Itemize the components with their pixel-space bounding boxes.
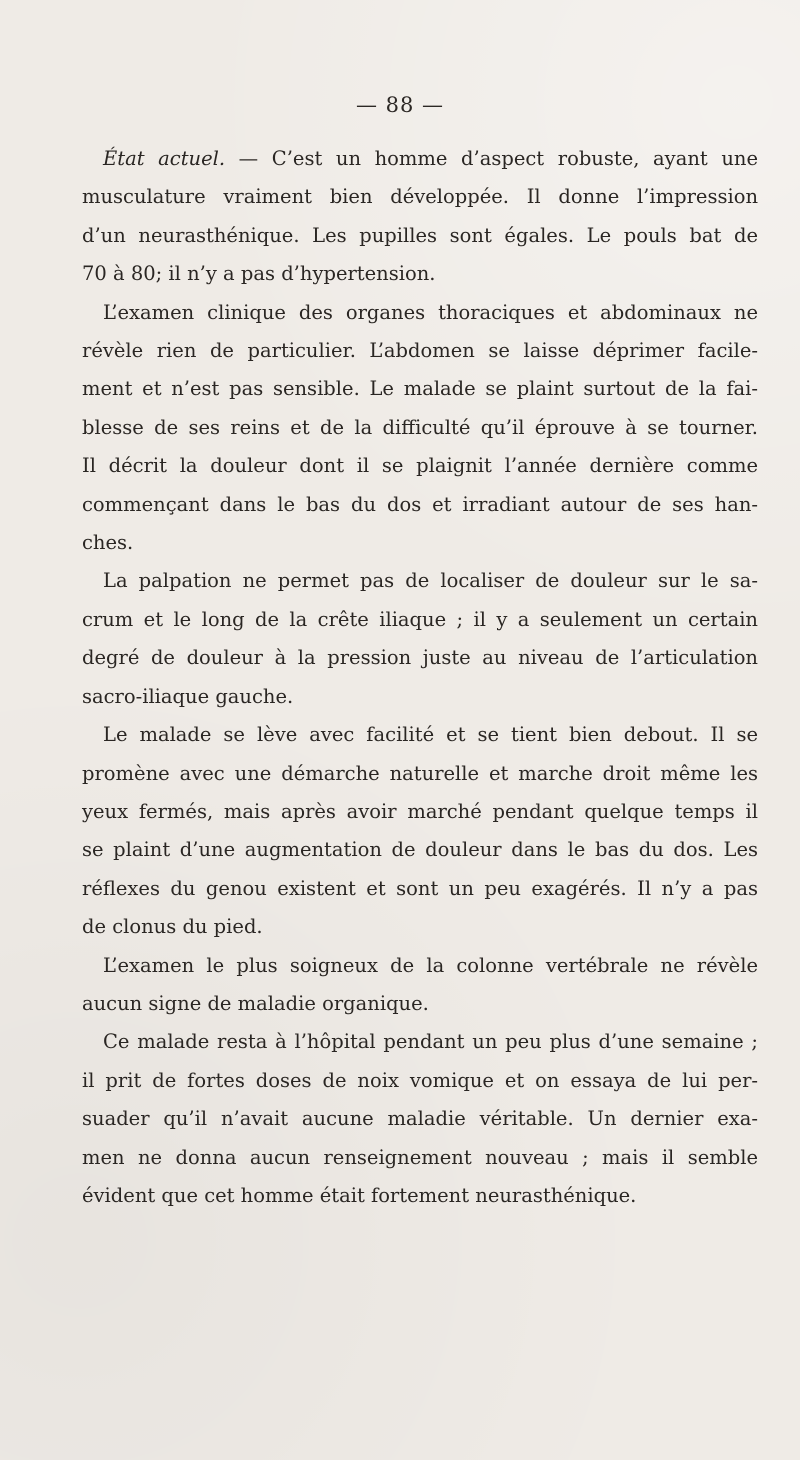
text-line: de clonus du pied. — [82, 915, 263, 939]
text-line: 70 à 80; il n’y a pas d’hypertension. — [82, 262, 436, 286]
paragraph-2 — [82, 294, 758, 563]
text-line: il prit de fortes doses de noix vomique et on essaya de lui per- — [82, 1068, 758, 1092]
text-line: blesse de ses reins et de la difficulté qu’il éprouve à se tourner. — [82, 415, 758, 439]
text-line: ches. — [82, 531, 134, 555]
text-line: Il décrit la douleur dont il se plaignit l’année dernière comme — [82, 454, 758, 478]
text-line: ment et n’est pas sensible. Le malade se plaint surtout de la fai- — [82, 377, 758, 401]
text-line: L’examen le plus soigneux de la colonne vertébrale ne révèle — [103, 953, 758, 977]
text-line: yeux fermés, mais après avoir marché pendant quelque temps il — [82, 799, 758, 823]
text-line: promène avec une démarche naturelle et marche droit même les — [82, 761, 758, 785]
text-line: suader qu’il n’avait aucune maladie véritable. Un dernier exa- — [82, 1107, 758, 1131]
paragraph-5 — [82, 947, 758, 1024]
text-line — [82, 140, 758, 178]
section-heading: État actuel. — [103, 147, 226, 170]
text-line: L’examen clinique des organes thoraciques et abdominaux ne — [103, 300, 758, 324]
text-line: La palpation ne permet pas de localiser de douleur sur le sa- — [103, 569, 758, 593]
paragraph-6 — [82, 1023, 758, 1215]
text-line: sacro-iliaque gauche. — [82, 684, 294, 708]
text-line: Ce malade resta à l’hôpital pendant un peu plus d’une semaine ; — [103, 1030, 758, 1054]
page-number: — 88 — — [355, 93, 445, 117]
paragraph-1 — [82, 140, 758, 294]
text-line: révèle rien de particulier. L’abdomen se laisse déprimer facile- — [82, 339, 758, 363]
paragraph-4 — [82, 716, 758, 946]
text-line: d’un neurasthénique. Les pupilles sont égales. Le pouls bat de — [82, 223, 758, 247]
text-line: se plaint d’une augmentation de douleur dans le bas du dos. Les — [82, 838, 758, 862]
text-line: degré de douleur à la pression juste au niveau de l’articulation — [82, 646, 758, 670]
text-line: crum et le long de la crête iliaque ; il y a seulement un certain — [82, 607, 758, 631]
text-line: men ne donna aucun renseignement nouveau ; mais il semble — [82, 1145, 758, 1169]
body-text — [82, 140, 758, 1215]
text-line: évident que cet homme était fortement neurasthénique. — [82, 1183, 637, 1207]
text-line: musculature vraiment bien développée. Il donne l’impression — [82, 185, 758, 209]
paragraph-3 — [82, 562, 758, 716]
text-line: commençant dans le bas du dos et irradiant autour de ses han- — [82, 492, 758, 516]
text-line: aucun signe de maladie organique. — [82, 991, 429, 1015]
text-line: réflexes du genou existent et sont un peu exagérés. Il n’y a pas — [82, 876, 758, 900]
text-line-content: — C’est un homme d’aspect robuste, ayant une — [225, 147, 758, 170]
text-line: Le malade se lève avec facilité et se tient bien debout. Il se — [103, 723, 758, 747]
